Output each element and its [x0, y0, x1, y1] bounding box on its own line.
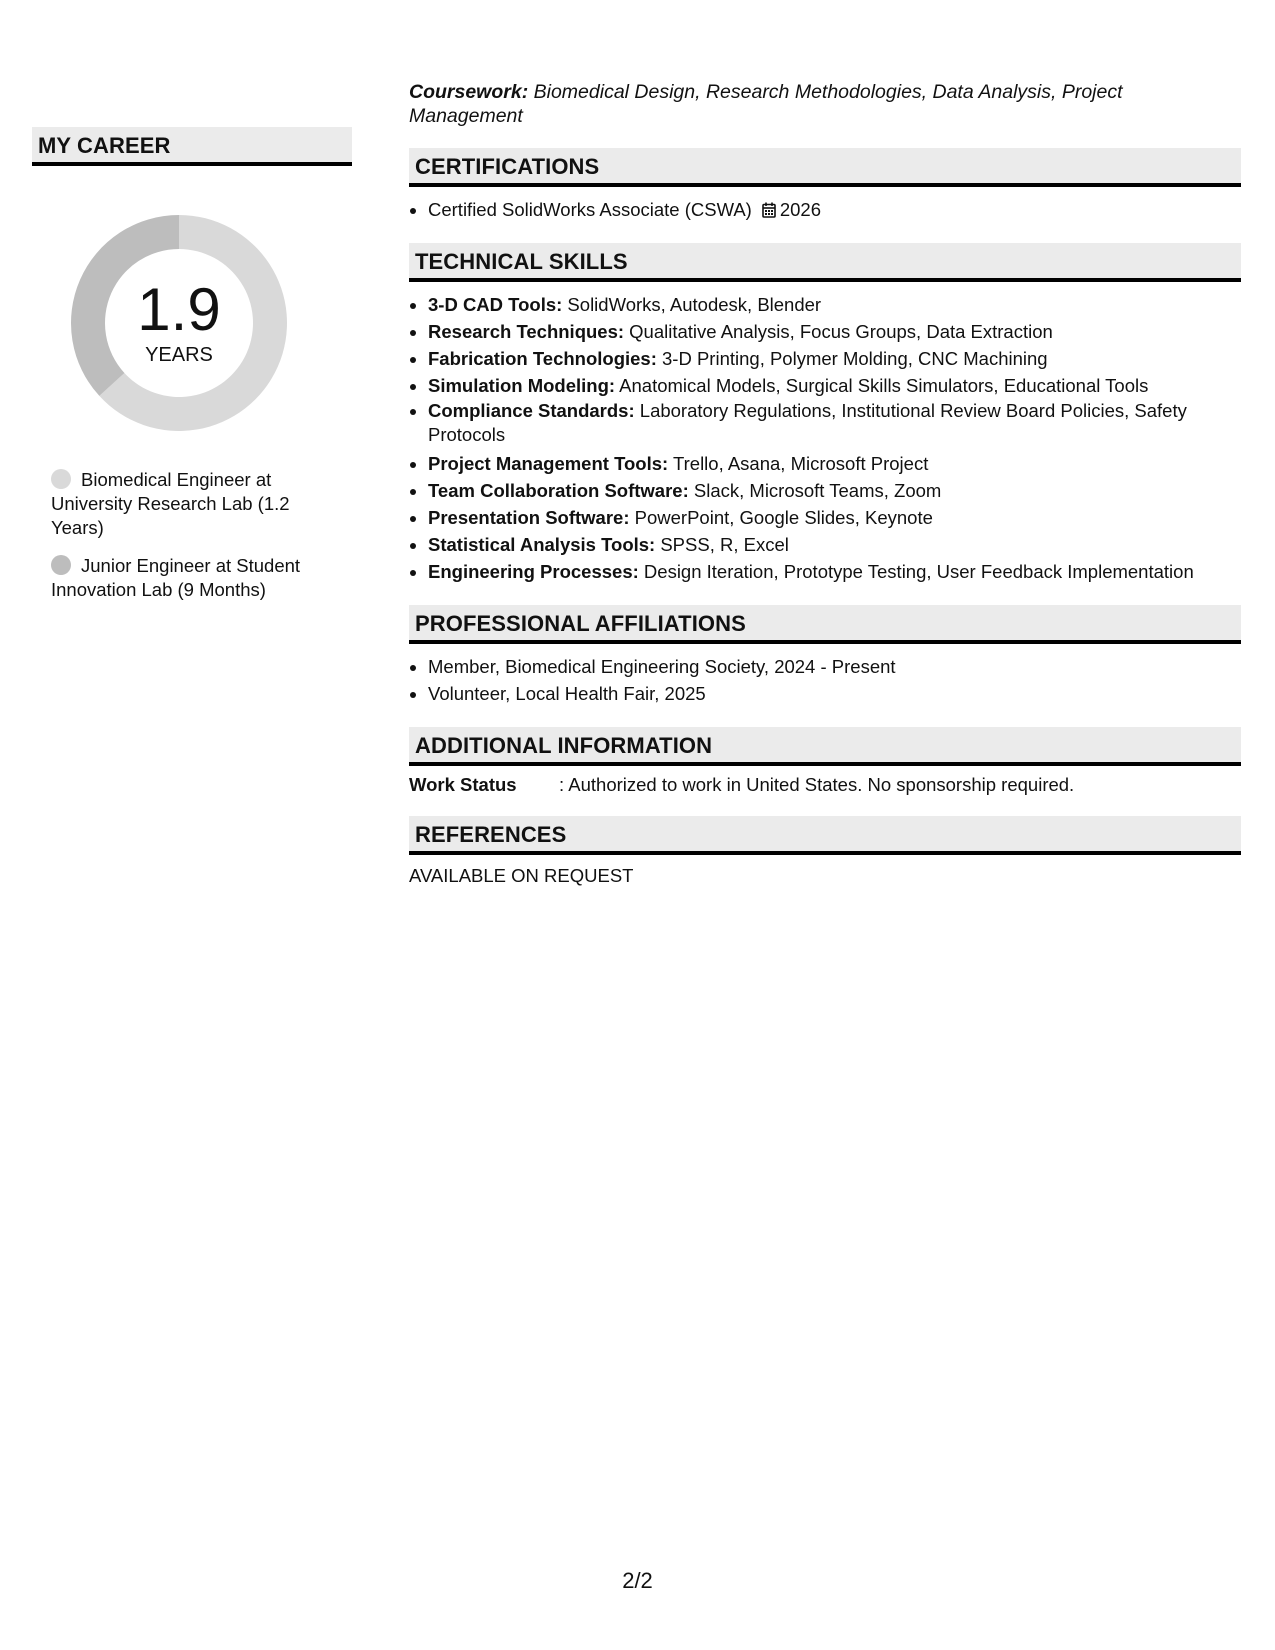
certification-item	[428, 196, 1241, 223]
work-status-row	[409, 774, 1241, 796]
certification-year: 2026	[779, 199, 821, 220]
main-column	[409, 80, 1241, 887]
career-legend	[51, 468, 321, 602]
work-status-value: : Authorized to work in United States. No sponsorship required.	[559, 774, 1075, 795]
affiliation-item: • Member, Biomedical Engineering Society, 2024 - Present	[428, 653, 1241, 680]
skill-label: Compliance Standards:	[428, 400, 635, 421]
total-years-value: 1.9	[137, 276, 221, 343]
skill-value: Anatomical Models, Surgical Skills Simulators, Educational Tools	[615, 375, 1149, 396]
skill-item	[428, 531, 1241, 558]
additional-info-title: ADDITIONAL INFORMATION	[409, 727, 1241, 766]
skill-label: 3-D CAD Tools:	[428, 294, 563, 315]
affiliations-title: PROFESSIONAL AFFILIATIONS	[409, 605, 1241, 644]
skill-value: Design Iteration, Prototype Testing, User Feedback Implementation	[638, 561, 1194, 582]
skill-value: SPSS, R, Excel	[655, 534, 789, 555]
skill-label: Engineering Processes:	[428, 561, 639, 582]
skill-label: Team Collaboration Software:	[428, 480, 689, 501]
coursework	[409, 80, 1241, 128]
skill-value: Qualitative Analysis, Focus Groups, Data Extraction	[624, 321, 1053, 342]
skill-item	[428, 558, 1241, 585]
skill-label: Simulation Modeling:	[428, 375, 616, 396]
skill-value: 3-D Printing, Polymer Molding, CNC Machining	[656, 348, 1048, 369]
skills-title: TECHNICAL SKILLS	[409, 243, 1241, 282]
skill-item	[428, 291, 1241, 318]
skill-item	[428, 450, 1241, 477]
coursework-label: Coursework:	[409, 81, 529, 103]
certifications-title: CERTIFICATIONS	[409, 148, 1241, 187]
references-title: REFERENCES	[409, 816, 1241, 855]
certifications-section	[409, 148, 1241, 223]
skill-label: Research Techniques:	[428, 321, 625, 342]
skill-label: Fabrication Technologies:	[428, 348, 657, 369]
work-status-label: Work Status	[409, 774, 517, 795]
skill-item	[428, 372, 1241, 399]
skills-section	[409, 243, 1241, 585]
skill-value: PowerPoint, Google Slides, Keynote	[629, 507, 933, 528]
skill-label: Project Management Tools:	[428, 453, 669, 474]
additional-info-section	[409, 727, 1241, 796]
legend-label: Junior Engineer at Student Innovation Lab (9 Months)	[51, 555, 301, 600]
skill-value: SolidWorks, Autodesk, Blender	[562, 294, 822, 315]
skill-value: Trello, Asana, Microsoft Project	[668, 453, 929, 474]
page-number: 2/2	[622, 1568, 653, 1593]
legend-dot	[51, 555, 71, 575]
skill-item	[428, 345, 1241, 372]
coursework-text: Biomedical Design, Research Methodologies, Data Analysis, Project Management	[409, 81, 1123, 127]
skill-label: Statistical Analysis Tools:	[428, 534, 656, 555]
legend-label: Biomedical Engineer at University Research Lab (1.2 Years)	[51, 469, 290, 538]
skill-item	[428, 399, 1241, 447]
references-text: AVAILABLE ON REQUEST	[409, 865, 634, 886]
skill-value: Slack, Microsoft Teams, Zoom	[688, 480, 942, 501]
calendar-icon	[762, 202, 776, 218]
skill-label: Presentation Software:	[428, 507, 630, 528]
total-years-unit: YEARS	[145, 344, 213, 366]
references-section	[409, 816, 1241, 887]
donut-center	[64, 208, 294, 367]
affiliation-item: • Volunteer, Local Health Fair, 2025	[428, 680, 1241, 707]
legend-dot	[51, 469, 71, 489]
affiliations-section	[409, 605, 1241, 707]
legend-item	[51, 554, 321, 602]
skill-item	[428, 477, 1241, 504]
career-column	[32, 127, 352, 616]
skill-item	[428, 318, 1241, 345]
skill-item	[428, 504, 1241, 531]
skills-list	[409, 291, 1241, 585]
skill-value: Laboratory Regulations, Institutional Review Board Policies, Safety Protocols	[428, 400, 1187, 445]
certifications-list	[409, 196, 1241, 223]
career-section-title: MY CAREER	[32, 127, 352, 166]
career-donut-chart	[64, 208, 294, 438]
certification-name: Certified SolidWorks Associate (CSWA)	[428, 199, 752, 220]
affiliations-list	[409, 653, 1241, 707]
legend-item	[51, 468, 321, 540]
